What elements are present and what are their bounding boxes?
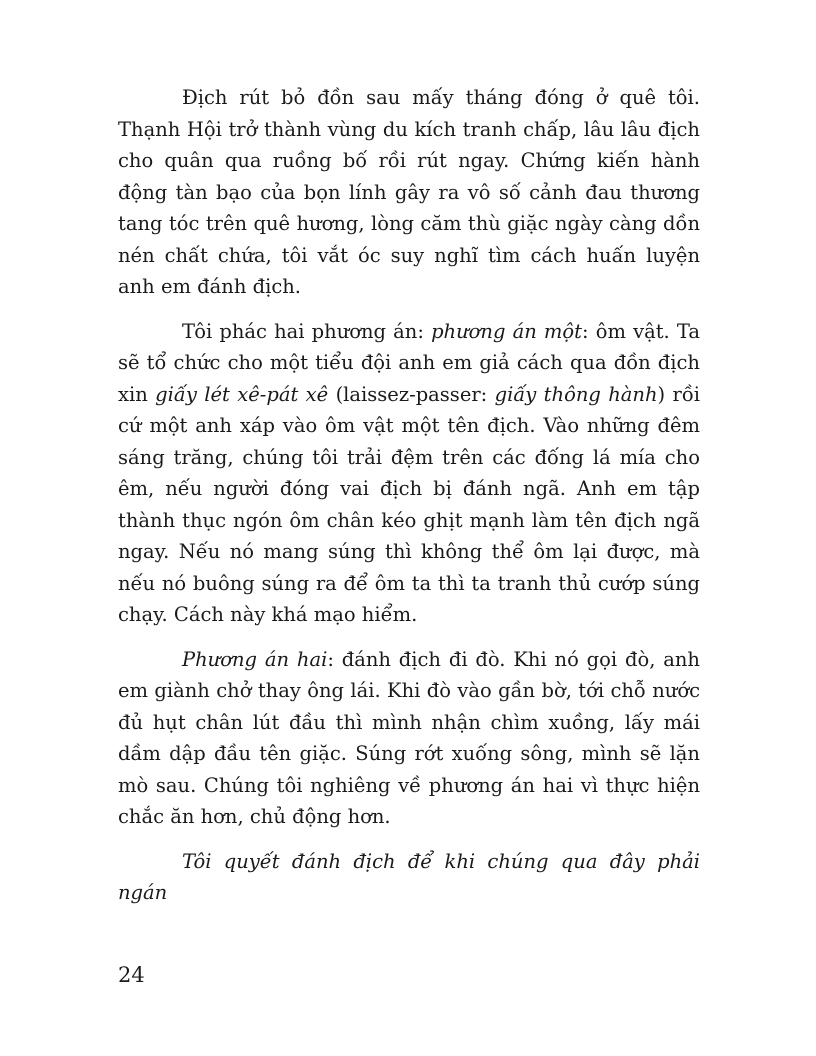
paragraph-4 <box>118 846 700 909</box>
paragraph-3 <box>118 644 700 833</box>
paragraph-text: Địch rút bỏ đồn sau mấy tháng đóng ở quê tôi. Thạnh Hội trở thành vùng du kích tranh chấp, lâu lâu địch cho quân qua ruồng bố rồi rút ngay. Chứng kiến hành động tàn bạo của bọn lính gây ra vô số cảnh đau thương tang tóc trên quê hương, lòng căm thù giặc ngày càng dồn nén chất chứa, tôi vắt óc suy nghĩ tìm cách huấn luyện anh em đánh địch. <box>118 86 700 298</box>
paragraph-2 <box>118 316 700 631</box>
italic-term: giấy lét xê-pát xê <box>155 382 329 406</box>
italic-term: giấy thông hành <box>494 382 658 406</box>
paragraph-text: : đánh địch đi đò. Khi nó gọi đò, anh em giành chở thay ông lái. Khi đò vào gần bờ, tới chỗ nước đủ hụt chân lút đầu thì mình nhận chìm xuồng, lấy mái dầm dập đầu tên giặc. Súng rớt xuống sông, mình sẽ lặn mò sau. Chúng tôi nghiêng về phương án hai vì thực hiện chắc ăn hơn, chủ động hơn. <box>118 647 700 828</box>
italic-term: phương án một <box>431 319 582 343</box>
paragraph-1 <box>118 82 700 303</box>
paragraph-text: : ôm vật. Ta sẽ tổ chức cho một tiểu đội anh em giả cách qua đồn địch xin <box>118 319 701 406</box>
paragraph-text: Tôi phác hai phương án: <box>182 319 432 343</box>
italic-sentence: Tôi quyết đánh địch để khi chúng qua đây phải ngán <box>118 849 700 904</box>
italic-term: Phương án hai <box>182 647 328 671</box>
paragraph-text: ) rồi cứ một anh xáp vào ôm vật một tên địch. Vào những đêm sáng trăng, chúng tôi trải đệm trên các đống lá mía cho êm, nếu người đóng vai địch bị đánh ngã. Anh em tập thành thục ngón ôm chân kéo ghịt mạnh làm tên địch ngã ngay. Nếu nó mang súng thì không thể ôm lại được, mà nếu nó buông súng ra để ôm ta thì ta tranh thủ cướp súng chạy. Cách này khá mạo hiểm. <box>118 382 700 626</box>
page-number: 24 <box>118 963 145 987</box>
paragraph-text: (laissez-passer: <box>328 382 495 406</box>
body-text <box>118 82 700 909</box>
